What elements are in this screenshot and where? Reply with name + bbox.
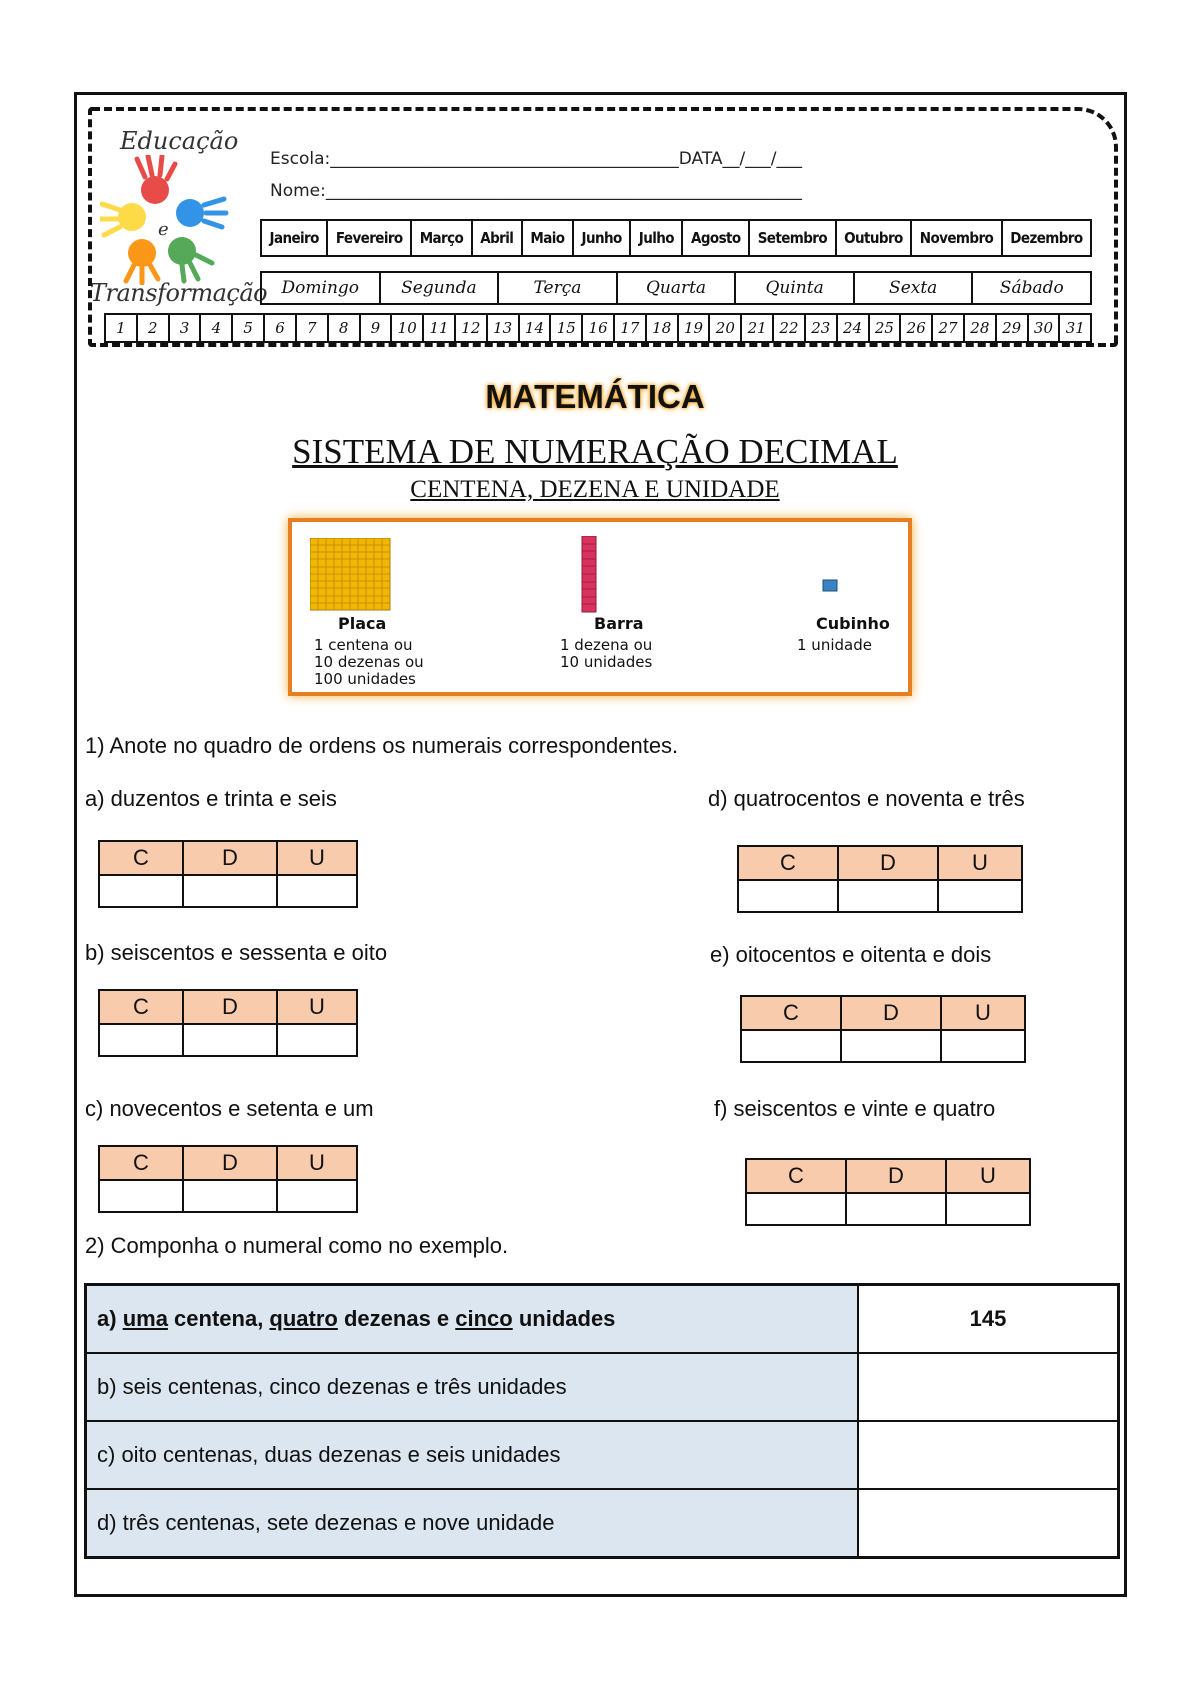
barra-block-icon	[580, 536, 600, 616]
weekday-cell[interactable]: Sexta	[855, 273, 974, 303]
example-part: centena,	[167, 1306, 270, 1331]
day-cell[interactable]: 21	[742, 315, 774, 341]
day-cell[interactable]: 7	[297, 315, 329, 341]
answer-cell[interactable]	[746, 1193, 846, 1225]
compose-statement: c) oito centenas, duas dezenas e seis unidades	[86, 1421, 859, 1489]
example-word: quatro	[269, 1306, 338, 1331]
question-1a-label: a) duzentos e trinta e seis	[85, 786, 337, 811]
day-cell[interactable]: 19	[679, 315, 711, 341]
example-answer: 145	[858, 1285, 1119, 1354]
table-row	[86, 1353, 1119, 1421]
compose-statement: d) três centenas, sete dezenas e nove unidade	[86, 1489, 859, 1558]
col-c: C	[741, 996, 841, 1030]
order-table-a	[98, 840, 358, 908]
col-u: U	[938, 846, 1022, 880]
day-cell[interactable]: 16	[583, 315, 615, 341]
cubinho-description: 1 unidade	[797, 636, 872, 654]
question-1c-label: c) novecentos e setenta e um	[85, 1096, 374, 1121]
answer-cell[interactable]	[277, 1024, 357, 1056]
day-cell[interactable]: 22	[774, 315, 806, 341]
date-label: DATA	[678, 149, 723, 169]
answer-cell[interactable]	[183, 1024, 277, 1056]
logo-text-top: Educação	[120, 127, 239, 155]
base-ten-blocks-panel	[288, 518, 912, 696]
example-statement	[86, 1285, 859, 1354]
school-line[interactable]: Escola:_________________________________________DATA__/___/___	[270, 149, 802, 169]
example-part: unidades	[512, 1306, 616, 1331]
answer-cell[interactable]	[941, 1030, 1025, 1062]
month-cell[interactable]: Janeiro	[262, 221, 328, 255]
answer-cell[interactable]	[99, 1024, 183, 1056]
day-cell[interactable]: 1	[106, 315, 138, 341]
answer-cell[interactable]	[183, 875, 277, 907]
question-2-prompt: 2) Componha o numeral como no exemplo.	[85, 1233, 509, 1258]
answer-cell[interactable]	[858, 1421, 1119, 1489]
weekdays-row	[260, 271, 1092, 305]
cubinho-title: Cubinho	[816, 614, 890, 633]
col-c: C	[746, 1159, 846, 1193]
name-line[interactable]: Nome:________________________________________________________	[270, 181, 802, 201]
day-cell[interactable]: 9	[361, 315, 393, 341]
col-c: C	[99, 841, 183, 875]
example-part: dezenas e	[337, 1306, 456, 1331]
col-u: U	[946, 1159, 1030, 1193]
placa-title: Placa	[338, 614, 387, 633]
answer-cell[interactable]	[183, 1180, 277, 1212]
barra-description: 1 dezena ou 10 unidades	[560, 636, 653, 671]
col-c: C	[99, 1146, 183, 1180]
answer-cell[interactable]	[277, 875, 357, 907]
answer-cell[interactable]	[838, 880, 938, 912]
order-table-d	[737, 845, 1023, 913]
col-d: D	[183, 1146, 277, 1180]
logo-text-mid: e	[158, 219, 169, 240]
order-table-c	[98, 1145, 358, 1213]
month-cell[interactable]: Abril	[473, 221, 523, 255]
day-cell[interactable]: 6	[265, 315, 297, 341]
answer-cell[interactable]	[938, 880, 1022, 912]
compose-table	[84, 1283, 1120, 1559]
day-cell[interactable]: 23	[806, 315, 838, 341]
day-cell[interactable]: 10	[392, 315, 424, 341]
month-cell[interactable]: Março	[412, 221, 473, 255]
day-cell[interactable]: 3	[170, 315, 202, 341]
col-d: D	[846, 1159, 946, 1193]
question-1e-label: e) oitocentos e oitenta e dois	[710, 942, 992, 967]
weekday-cell[interactable]: Segunda	[381, 273, 500, 303]
day-cell[interactable]: 29	[997, 315, 1029, 341]
days-row	[104, 313, 1092, 343]
page-subtitle: CENTENA, DEZENA E UNIDADE	[410, 476, 780, 503]
month-cell[interactable]: Dezembro	[1010, 229, 1083, 247]
placa-description: 1 centena ou 10 dezenas ou 100 unidades	[314, 636, 424, 688]
answer-cell[interactable]	[846, 1193, 946, 1225]
day-cell[interactable]: 18	[647, 315, 679, 341]
question-1b-label: b) seiscentos e sessenta e oito	[85, 940, 388, 965]
answer-cell[interactable]	[858, 1489, 1119, 1558]
table-row	[86, 1421, 1119, 1489]
day-cell[interactable]: 13	[488, 315, 520, 341]
answer-cell[interactable]	[99, 1180, 183, 1212]
day-cell[interactable]: 12	[456, 315, 488, 341]
month-cell[interactable]: Outubro	[837, 221, 913, 255]
day-cell[interactable]: 27	[933, 315, 965, 341]
weekday-cell[interactable]: Sábado	[999, 278, 1064, 298]
weekday-cell[interactable]: Quarta	[618, 273, 737, 303]
day-cell[interactable]: 14	[520, 315, 552, 341]
month-cell[interactable]: Novembro	[912, 221, 1002, 255]
subject-title: MATEMÁTICA	[485, 378, 705, 415]
cubinho-block-icon	[822, 578, 842, 594]
col-u: U	[277, 990, 357, 1024]
weekday-cell[interactable]: Quinta	[736, 273, 855, 303]
placa-block-icon	[310, 538, 394, 614]
day-cell[interactable]: 28	[965, 315, 997, 341]
day-cell[interactable]: 25	[870, 315, 902, 341]
weekday-cell[interactable]: Domingo	[262, 273, 381, 303]
barra-title: Barra	[594, 614, 644, 633]
month-cell[interactable]: Junho	[574, 221, 631, 255]
col-d: D	[183, 990, 277, 1024]
answer-cell[interactable]	[738, 880, 838, 912]
answer-cell[interactable]	[99, 875, 183, 907]
day-cell[interactable]: 2	[138, 315, 170, 341]
compose-statement: b) seis centenas, cinco dezenas e três unidades	[86, 1353, 859, 1421]
day-cell[interactable]: 15	[551, 315, 583, 341]
day-cell[interactable]: 24	[838, 315, 870, 341]
order-table-b	[98, 989, 358, 1057]
day-cell[interactable]: 4	[201, 315, 233, 341]
handprints-icon	[100, 155, 250, 285]
worksheet-header	[88, 107, 1128, 349]
question-1-prompt: 1) Anote no quadro de ordens os numerais correspondentes.	[85, 733, 679, 758]
day-cell[interactable]: 31	[1065, 319, 1085, 337]
school-label: Escola:	[270, 149, 331, 169]
logo-text-bottom: Transformação	[90, 279, 268, 307]
logo	[90, 127, 268, 317]
name-label: Nome:	[270, 181, 326, 201]
day-cell[interactable]: 30	[1029, 315, 1061, 341]
day-cell[interactable]: 26	[901, 315, 933, 341]
months-row	[260, 219, 1092, 257]
day-cell[interactable]: 5	[233, 315, 265, 341]
month-cell[interactable]: Setembro	[750, 221, 836, 255]
col-c: C	[99, 990, 183, 1024]
example-word: uma	[122, 1306, 168, 1331]
question-1d-label: d) quatrocentos e noventa e três	[708, 786, 1025, 811]
table-row	[86, 1285, 1119, 1354]
answer-cell[interactable]	[841, 1030, 941, 1062]
day-cell[interactable]: 17	[615, 315, 647, 341]
page-title: SISTEMA DE NUMERAÇÃO DECIMAL	[292, 432, 898, 471]
col-u: U	[277, 1146, 357, 1180]
col-u: U	[277, 841, 357, 875]
month-cell[interactable]: Maio	[523, 221, 574, 255]
answer-cell[interactable]	[741, 1030, 841, 1062]
col-d: D	[183, 841, 277, 875]
month-cell[interactable]: Julho	[631, 221, 683, 255]
col-d: D	[838, 846, 938, 880]
order-table-e	[740, 995, 1026, 1063]
question-1f-label: f) seiscentos e vinte e quatro	[714, 1096, 996, 1121]
month-cell[interactable]: Fevereiro	[328, 221, 412, 255]
day-cell[interactable]: 8	[329, 315, 361, 341]
table-row	[86, 1489, 1119, 1558]
month-cell[interactable]: Agosto	[683, 221, 750, 255]
col-d: D	[841, 996, 941, 1030]
weekday-cell[interactable]: Terça	[499, 273, 618, 303]
answer-cell[interactable]	[858, 1353, 1119, 1421]
order-table-f	[745, 1158, 1031, 1226]
answer-cell[interactable]	[946, 1193, 1030, 1225]
example-part: a)	[97, 1306, 123, 1331]
day-cell[interactable]: 20	[710, 315, 742, 341]
col-c: C	[738, 846, 838, 880]
answer-cell[interactable]	[277, 1180, 357, 1212]
example-word: cinco	[455, 1306, 513, 1331]
day-cell[interactable]: 11	[424, 315, 456, 341]
col-u: U	[941, 996, 1025, 1030]
